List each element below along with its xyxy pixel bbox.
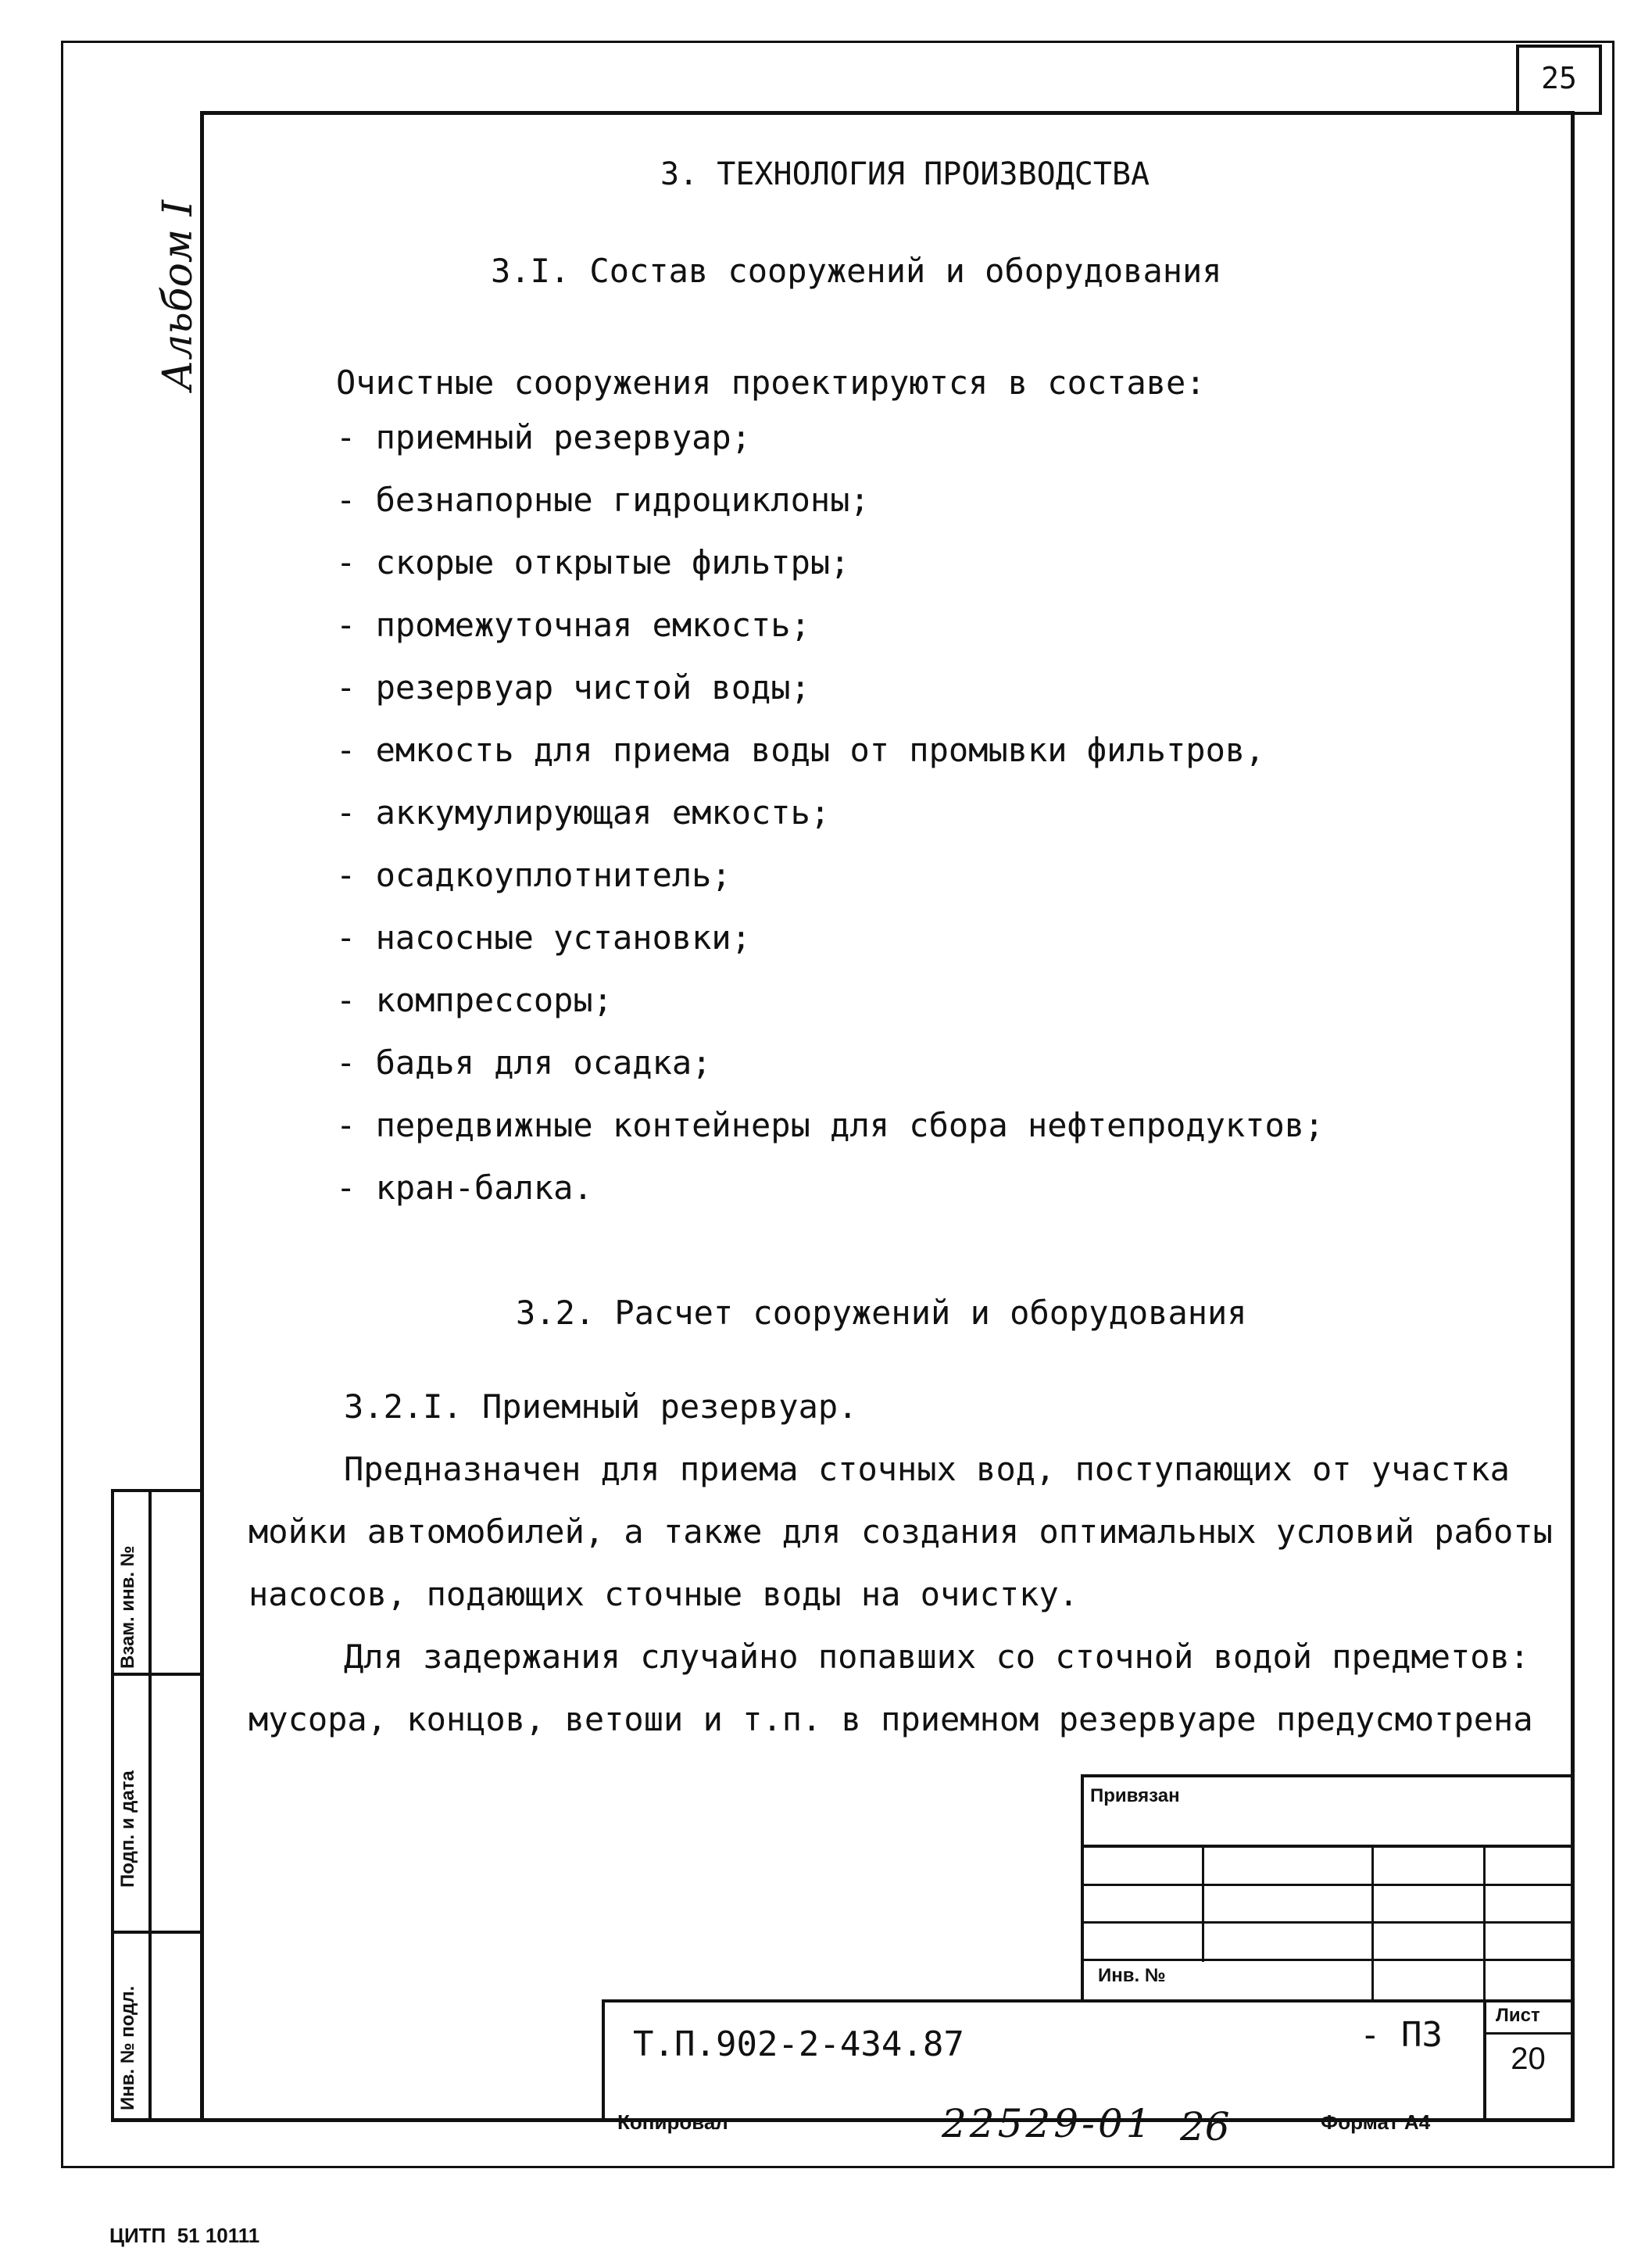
album-label: Альбом I	[155, 199, 202, 391]
strip-inner-border	[148, 1489, 152, 2122]
list-item: - емкость для приема воды от промывки фильтров,	[336, 731, 1265, 769]
stamp-doc-code: Т.П.902-2-434.87	[633, 2024, 964, 2064]
bottom-imprint: ЦИТП 51 10111	[109, 2224, 260, 2247]
stamp-upper-top	[1081, 1774, 1573, 1777]
list-item: - бадья для осадка;	[336, 1043, 712, 1082]
stamp-privyazan-label: Привязан	[1090, 1785, 1180, 1806]
inner-frame-top	[200, 111, 1574, 115]
subsection-2-title: 3.2. Расчет сооружений и оборудования	[516, 1294, 1247, 1332]
paragraph-line: мусора, концов, ветоши и т.п. в приемном резервуаре предусмотрена	[249, 1700, 1533, 1738]
stamp-upper-col1	[1202, 1845, 1204, 1962]
inner-frame-right	[1571, 111, 1575, 2121]
strip-divider-2	[111, 1931, 203, 1934]
paragraph-line: мойки автомобилей, а также для создания оптимальных условий работы	[249, 1512, 1553, 1551]
list-item: - промежуточная емкость;	[336, 606, 810, 644]
section-title: 3. ТЕХНОЛОГИЯ ПРОИЗВОДСТВА	[660, 156, 1150, 192]
subsection-1-title: 3.I. Состав сооружений и оборудования	[491, 252, 1222, 290]
stamp-upper-row3	[1081, 1921, 1573, 1924]
stamp-list-number: 20	[1511, 2042, 1546, 2076]
list-item: - скорые открытые фильтры;	[336, 543, 850, 582]
stamp-upper-row4	[1081, 1959, 1573, 1961]
list-item: - резервуар чистой воды;	[336, 668, 810, 707]
strip-label-inv-podl: Инв. № подл.	[117, 1985, 138, 2110]
outer-frame-top	[61, 41, 1614, 43]
list-item: - насосные установки;	[336, 918, 752, 957]
list-item: - компрессоры;	[336, 981, 613, 1019]
stamp-list-divider	[1483, 2032, 1573, 2035]
outer-frame-right	[1612, 41, 1614, 2168]
stamp-lower-left	[602, 1999, 605, 2121]
paragraph-line: Для задержания случайно попавших со сточной водой предметов:	[344, 1637, 1530, 1676]
footer-handwritten-number: 22529-01	[942, 2101, 1154, 2146]
outer-frame-bottom	[61, 2166, 1614, 2168]
paragraph-line: Предназначен для приема сточных вод, поступающих от участка	[344, 1450, 1510, 1488]
intro-text: Очистные сооружения проектируются в составе:	[336, 363, 1206, 402]
list-item: - осадкоуплотнитель;	[336, 856, 731, 894]
stamp-inv-no-label: Инв. №	[1098, 1965, 1166, 1986]
strip-top	[111, 1489, 203, 1492]
footer-handwritten-page: 26	[1180, 2104, 1230, 2149]
strip-left-border	[111, 1489, 114, 2122]
strip-label-podp-data: Подп. и дата	[117, 1770, 138, 1888]
components-list	[336, 418, 1324, 1231]
stamp-list-label: Лист	[1496, 2005, 1540, 2026]
stamp-upper-row2	[1081, 1884, 1573, 1886]
footer-kopiroval: Копировал	[617, 2110, 728, 2134]
list-item: - кран-балка.	[336, 1169, 593, 1207]
outer-frame-left	[61, 41, 63, 2168]
paragraph-line: насосов, подающих сточные воды на очистку.	[249, 1575, 1079, 1613]
strip-label-vzam-inv: Взам. инв. №	[117, 1545, 138, 1669]
strip-divider-1	[111, 1673, 203, 1676]
item-321-title: 3.2.I. Приемный резервуар.	[344, 1387, 858, 1426]
stamp-upper-row1	[1081, 1845, 1573, 1848]
list-item: - приемный резервуар;	[336, 418, 752, 456]
list-item: - передвижные контейнеры для сбора нефтепродуктов;	[336, 1106, 1325, 1144]
list-item: - аккумулирующая емкость;	[336, 793, 831, 832]
inner-frame-left	[200, 111, 204, 2121]
footer-format: Формат А4	[1321, 2110, 1431, 2134]
stamp-upper-col3	[1483, 1845, 1486, 2001]
stamp-doc-suffix: - ПЗ	[1360, 2015, 1443, 2055]
stamp-upper-col2	[1371, 1845, 1374, 2001]
stamp-upper-left	[1081, 1774, 1084, 2003]
sheet-number-top: 25	[1541, 61, 1577, 95]
list-item: - безнапорные гидроциклоны;	[336, 481, 870, 519]
stamp-lower-top	[602, 1999, 1573, 2003]
